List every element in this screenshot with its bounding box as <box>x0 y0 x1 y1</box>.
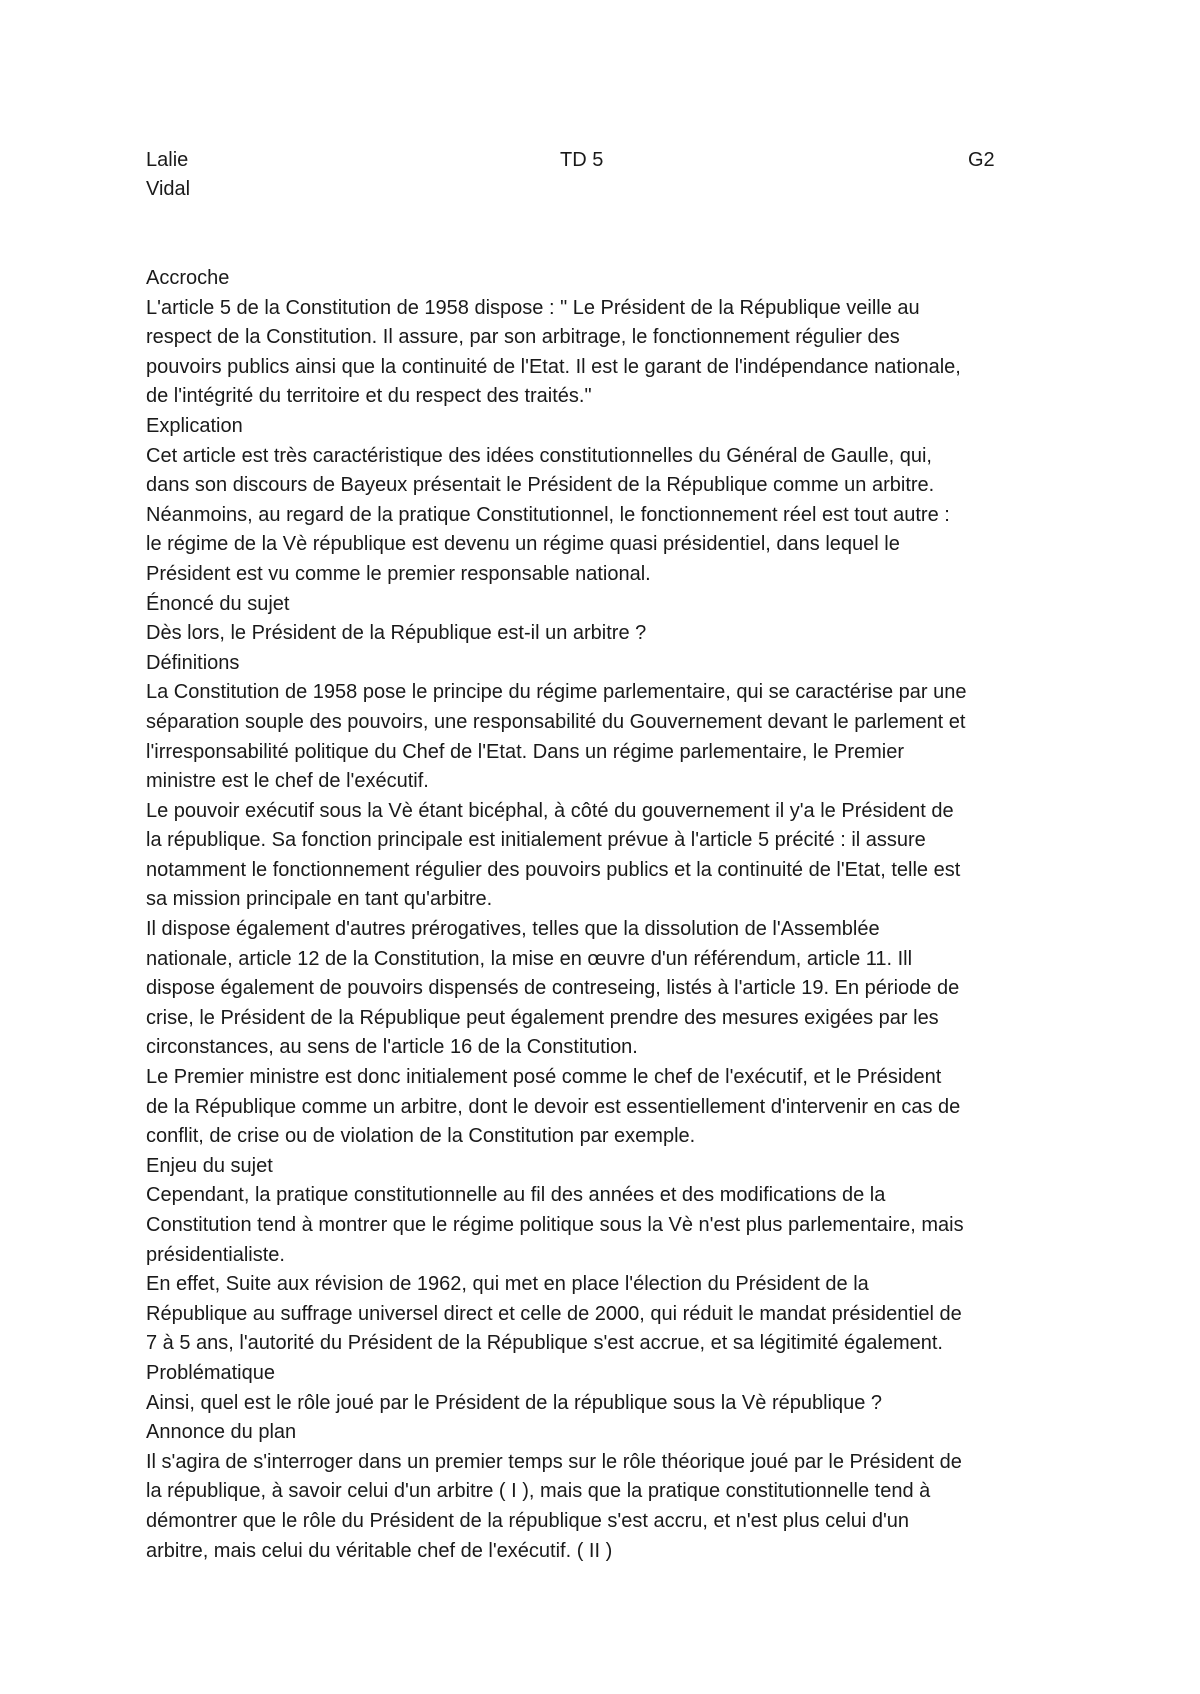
enjeu-heading: Enjeu du sujet <box>146 1154 273 1177</box>
document-header <box>146 146 1016 206</box>
definitions-paragraph: Le pouvoir exécutif sous la Vè étant bicéphal, à côté du gouvernement il y'a le Président de la république. Sa fonction principale est initialement prévue à l'article 5 précité : il assure notamment le fonctionnement régulier des pouvoirs publics et la continuité de l'Etat, telle est sa mission principale en tant qu'arbitre. <box>146 799 961 911</box>
definitions-paragraph: La Constitution de 1958 pose le principe du régime parlementaire, qui se caractérise par une séparation souple des pouvoirs, une responsabilité du Gouvernement devant le parlement et l'irresponsabilité politique du Chef de l'Etat. Dans un régime parlementaire, le Premier ministre est le chef de l'exécutif. <box>146 681 967 793</box>
annonce-text: Il s'agira de s'interroger dans un premier temps sur le rôle théorique joué par le Président de la république, à savoir celui d'un arbitre ( I ), mais que la pratique constitutionnelle tend à démontrer que le rôle du Président de la république s'est accru, et n'est plus celui d'un arbitre, mais celui du véritable chef de l'exécutif. ( II ) <box>146 1450 962 1562</box>
definitions-paragraph: Il dispose également d'autres prérogatives, telles que la dissolution de l'Assemblée nationale, article 12 de la Constitution, la mise en œuvre d'un référendum, article 11. Ill dispose également de pouvoirs dispensés de contreseing, listés à l'article 19. En période de crise, le Président de la République peut également prendre des mesures exigées par les circonstances, au sens de l'article 16 de la Constitution. <box>146 918 960 1059</box>
definitions-paragraph: Le Premier ministre est donc initialement posé comme le chef de l'exécutif, et le Président de la République comme un arbitre, dont le devoir est essentiellement d'intervenir en cas de conflit, de crise ou de violation de la Constitution par exemple. <box>146 1066 961 1148</box>
td-label: TD 5 <box>560 149 604 171</box>
definitions-heading: Définitions <box>146 651 240 674</box>
explication-heading: Explication <box>146 414 243 437</box>
document-body <box>146 264 1066 1566</box>
enonce-heading: Énoncé du sujet <box>146 592 290 615</box>
enjeu-paragraph: Cependant, la pratique constitutionnelle au fil des années et des modifications de la Constitution tend à montrer que le régime politique sous la Vè n'est plus parlementaire, mais présidentialiste. <box>146 1184 964 1266</box>
problematique-heading: Problématique <box>146 1361 275 1384</box>
author-name <box>146 146 266 204</box>
enonce-text: Dès lors, le Président de la République est-il un arbitre ? <box>146 622 647 645</box>
annonce-heading: Annonce du plan <box>146 1421 297 1444</box>
problematique-text: Ainsi, quel est le rôle joué par le Président de la république sous la Vè république ? <box>146 1391 883 1414</box>
enjeu-paragraph: En effet, Suite aux révision de 1962, qui met en place l'élection du Président de la République au suffrage universel direct et celle de 2000, qui réduit le mandat présidentiel de 7 à 5 ans, l'autorité du Président de la République s'est accrue, et sa légitimité également. <box>146 1273 962 1355</box>
author-first-name: Lalie <box>146 149 189 171</box>
accroche-text: L'article 5 de la Constitution de 1958 dispose : " Le Président de la République veille au respect de la Constitution. Il assure, par son arbitrage, le fonctionnement régulier des pouvoirs publics ainsi que la continuité de l'Etat. Il est le garant de l'indépendance nationale, de l'intégrité du territoire et du respect des traités." <box>146 296 961 408</box>
explication-text: Cet article est très caractéristique des idées constitutionnelles du Général de Gaulle, qui, dans son discours de Bayeux présentait le Président de la République comme un arbitre. Néanmoins, au regard de la pratique Constitutionnel, le fonctionnement réel est tout autre : le régime de la Vè république est devenu un régime quasi présidentiel, dans lequel le Président est vu comme le premier responsable national. <box>146 444 950 585</box>
accroche-heading: Accroche <box>146 267 230 289</box>
author-last-name: Vidal <box>146 178 191 200</box>
group-label: G2 <box>968 149 995 171</box>
